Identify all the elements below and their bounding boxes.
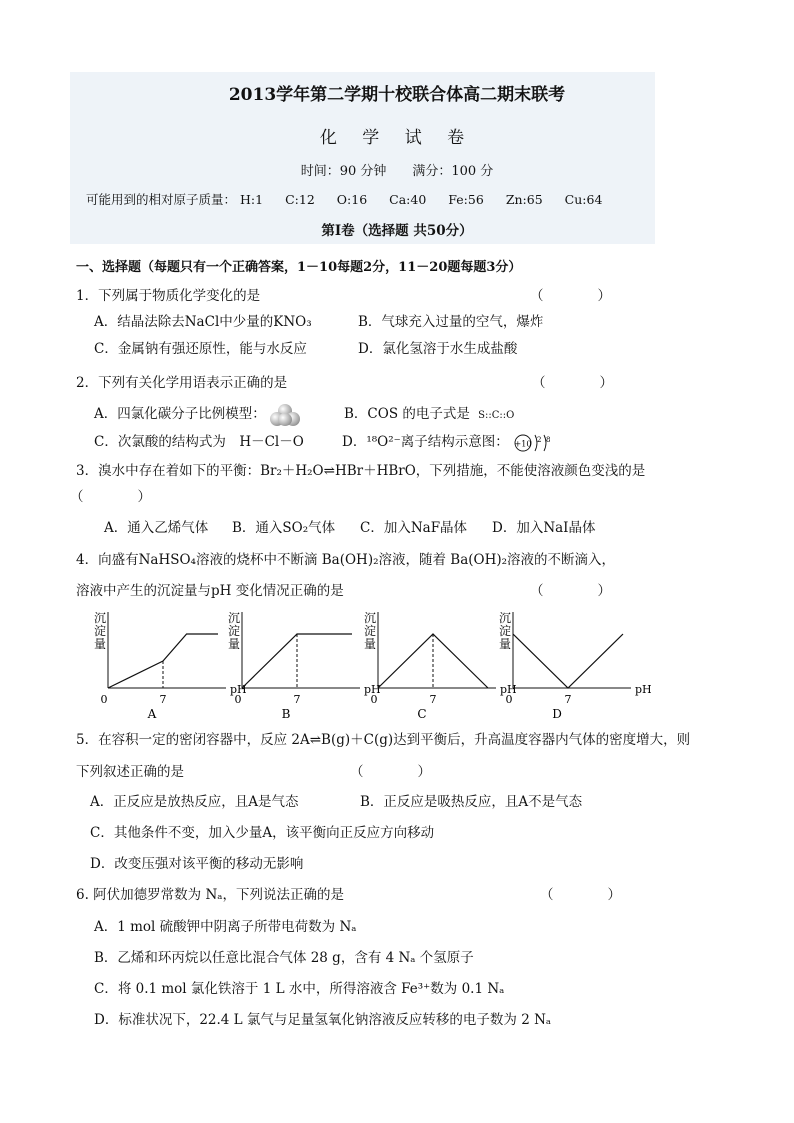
- graph-C-ylabel: 沉淀量: [364, 611, 377, 651]
- mass-h: H:1: [240, 192, 264, 207]
- graph-D-label: D: [552, 707, 562, 721]
- graph-C-tick-7: 7: [429, 693, 437, 706]
- q3-option-a: A．通入乙烯气体: [104, 520, 209, 536]
- q4-answer-paren: （ ）: [530, 583, 611, 599]
- q5-option-b: B．正反应是吸热反应，且A不是气态: [360, 794, 583, 810]
- mass-o: O:16: [336, 192, 368, 207]
- q5-option-a: A．正反应是放热反应，且A是气态: [90, 794, 299, 810]
- mass-cu: Cu:64: [564, 192, 603, 207]
- graph-C-xlabel: pH: [500, 683, 517, 696]
- graph-D-series-line: [513, 634, 623, 688]
- q5-answer-paren: （ ）: [350, 764, 431, 780]
- q2-option-b: [344, 402, 514, 422]
- q5-option-c: C．其他条件不变，加入少量A，该平衡向正反应方向移动: [90, 825, 435, 841]
- exam-subtitle: 化 学 试 卷: [319, 128, 475, 148]
- graph-B-label: B: [281, 707, 291, 721]
- q2-answer-paren: （ ）: [532, 375, 613, 391]
- graph-B-ylabel: 沉淀量: [228, 611, 241, 651]
- q2-option-b-text: B．COS 的电子式是: [344, 406, 470, 422]
- q5-stem-line1: 5．在容积一定的密闭容器中，反应 2A⇌B(g)＋C(g)达到平衡后，升高温度容器内气体的密度增大，则: [76, 732, 691, 748]
- q3-stem: 3．溴水中存在着如下的平衡：Br₂＋H₂O⇌HBr＋HBrO，下列措施，不能使溶液颜色变浅的是: [76, 463, 646, 479]
- q4-stem-line2: 溶液中产生的沉淀量与pH 变化情况正确的是: [76, 583, 344, 599]
- graph-A-label: A: [147, 707, 157, 721]
- mass-ca: Ca:40: [389, 192, 427, 207]
- q2-option-a-text: A．四氯化碳分子比例模型：: [94, 406, 266, 422]
- graph-A-tick-7: 7: [159, 693, 167, 706]
- q6-option-b: B．乙烯和环丙烷以任意比混合气体 28 g，含有 4 Nₐ 个氢原子: [94, 950, 474, 966]
- graph-D-xlabel: pH: [635, 683, 652, 696]
- q6-answer-paren: （ ）: [540, 887, 621, 903]
- q1-option-b: B．气球充入过量的空气，爆炸: [358, 314, 544, 330]
- masses-label: 可能用到的相对原子质量：: [86, 192, 237, 207]
- q1-option-c: C．金属钠有强还原性，能与水反应: [94, 341, 307, 357]
- time-info: 时间：90 分钟 满分：100 分: [300, 164, 494, 179]
- graph-D-tick-7: 7: [564, 693, 572, 706]
- graph-A-origin: 0: [100, 693, 108, 706]
- shell-2-count: 8: [546, 435, 551, 444]
- q1-option-a: A．结晶法除去NaCl中少量的KNO₃: [94, 314, 312, 330]
- graph-D-origin: 0: [505, 693, 513, 706]
- q2-option-c: C．次氯酸的结构式为 H－Cl－O: [94, 434, 304, 450]
- graph-B-tick-7: 7: [293, 693, 301, 706]
- q2-option-a: [94, 402, 300, 426]
- cos-electron-formula: S::C::O: [478, 410, 515, 421]
- shell-1-count: 2: [537, 435, 542, 444]
- q6-option-c: C．将 0.1 mol 氯化铁溶于 1 L 水中，所得溶液含 Fe³⁺数为 0.1 Nₐ: [94, 981, 505, 997]
- mass-c: C:12: [285, 192, 315, 207]
- mass-zn: Zn:65: [505, 192, 543, 207]
- q1-answer-paren: （ ）: [530, 288, 611, 304]
- ion-structure-diagram: [513, 432, 557, 454]
- q4-graphs: [60, 600, 660, 730]
- q3-option-b: B．通入SO₂气体: [232, 520, 336, 536]
- q6-stem: 6. 阿伏加德罗常数为 Nₐ，下列说法正确的是: [76, 887, 344, 903]
- graph-A-ylabel: 沉淀量: [94, 611, 107, 651]
- q6-option-d: D．标准状况下，22.4 L 氯气与足量氢氧化钠溶液反应转移的电子数为 2 Nₐ: [94, 1012, 552, 1028]
- q1-option-d: D．氯化氢溶于水生成盐酸: [358, 341, 518, 357]
- q2-stem: 2．下列有关化学用语表示正确的是: [76, 375, 288, 391]
- graph-C-label: C: [417, 707, 427, 721]
- q5-option-d: D．改变压强对该平衡的移动无影响: [90, 856, 304, 872]
- graph-C-origin: 0: [370, 693, 378, 706]
- nucleus-label: +10: [514, 439, 532, 448]
- q3-option-d: D．加入NaI晶体: [492, 520, 596, 536]
- graph-B-xlabel: pH: [364, 683, 381, 696]
- graph-A-xlabel: pH: [230, 683, 247, 696]
- q4-stem-line1: 4．向盛有NaHSO₄溶液的烧杯中不断滴 Ba(OH)₂溶液，随着 Ba(OH)₂溶液的不断滴入，: [76, 552, 616, 568]
- volume-heading: 第Ⅰ卷（选择题 共50分）: [321, 223, 473, 239]
- section-heading: 一、选择题（每题只有一个正确答案，1－10每题2分，11－20题每题3分）: [76, 260, 522, 275]
- atomic-masses: [86, 190, 624, 208]
- ccl4-model-icon: [270, 404, 300, 426]
- mass-fe: Fe:56: [448, 192, 484, 207]
- q3-option-c: C．加入NaF晶体: [360, 520, 468, 536]
- q1-stem: 1．下列属于物质化学变化的是: [76, 288, 261, 304]
- graph-D-ylabel: 沉淀量: [499, 611, 512, 651]
- q6-option-a: A．1 mol 硫酸钾中阴离子所带电荷数为 Nₐ: [94, 919, 357, 935]
- q3-answer-paren: （ ）: [70, 489, 151, 505]
- q2-option-d-text: D．¹⁸O²⁻离子结构示意图：: [342, 434, 509, 450]
- exam-title: 2013学年第二学期十校联合体高二期末联考: [228, 85, 566, 105]
- graph-B-origin: 0: [234, 693, 242, 706]
- q5-stem-line2: 下列叙述正确的是: [76, 764, 184, 780]
- q2-option-d: [342, 430, 557, 454]
